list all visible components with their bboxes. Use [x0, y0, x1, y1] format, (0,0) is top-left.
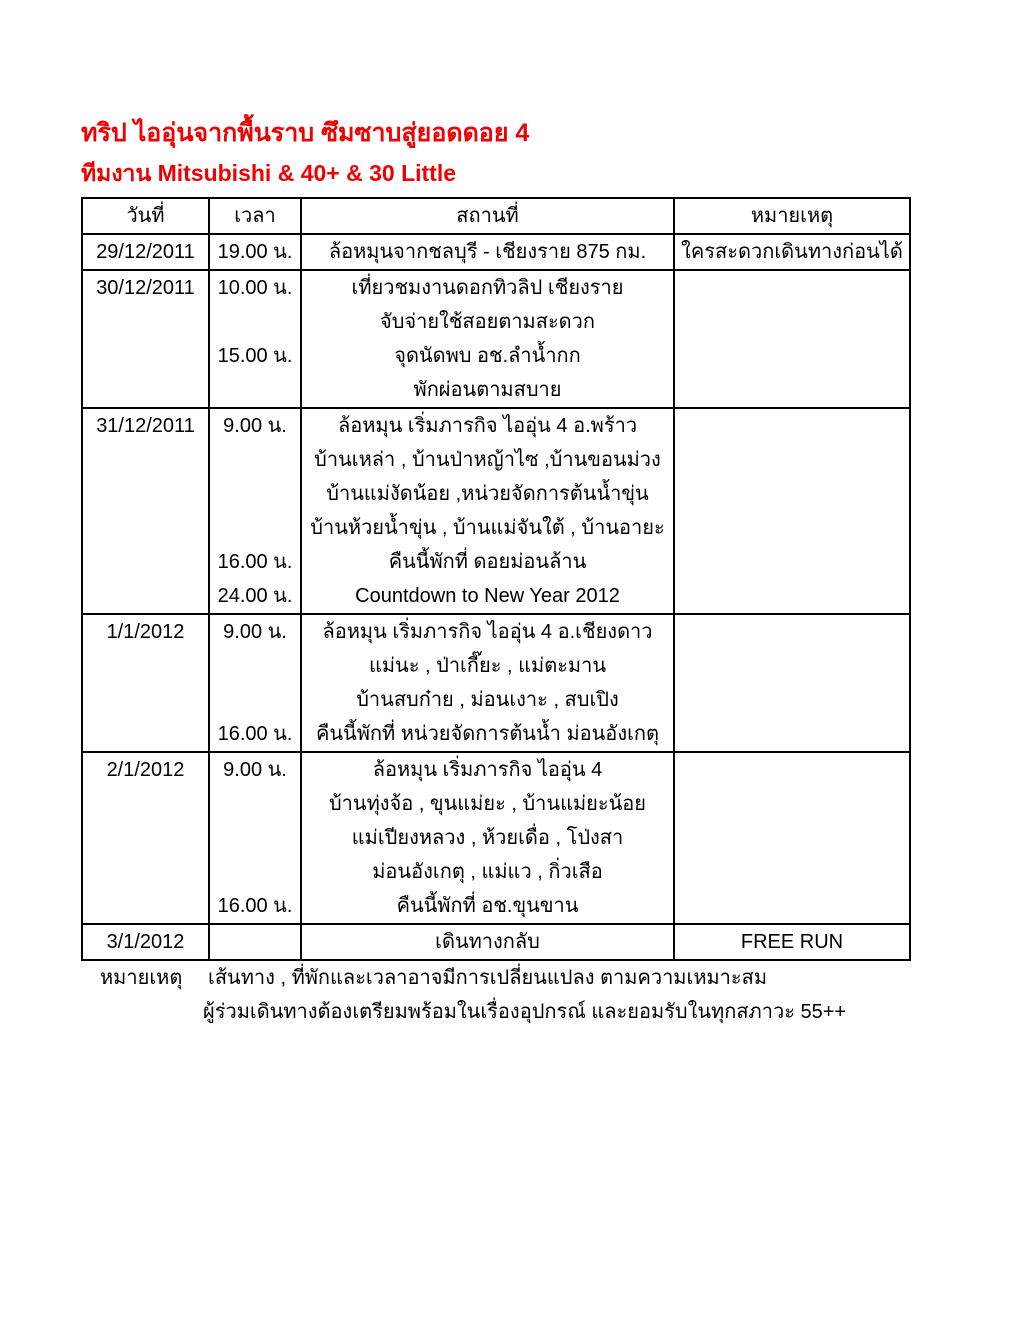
- date-cell: 30/12/2011: [82, 270, 209, 408]
- col-header-place: สถานที่: [301, 198, 674, 234]
- place-line: ล้อหมุน เริ่มภารกิจ ไออุ่น 4 อ.พร้าว: [337, 415, 638, 437]
- time-line: [210, 443, 300, 477]
- note-cell: ใครสะดวกเดินทางก่อนได้: [674, 234, 910, 270]
- time-line: 24.00 น.: [217, 585, 293, 607]
- place-line: คืนนี้พักที่ หน่วยจัดการต้นน้ำ ม่อนอังเกตุ: [315, 723, 660, 745]
- place-cell: [301, 614, 674, 752]
- time-cell: [209, 614, 301, 752]
- footnote-line-1: เส้นทาง , ที่พักและเวลาอาจมีการเปลี่ยนแปลง ตามความเหมาะสม: [208, 967, 768, 989]
- time-line: [210, 683, 300, 717]
- place-line: ม่อนอังเกตุ , แม่แว , กิ่วเสือ: [372, 861, 603, 883]
- doc-subtitle: ทีมงาน Mitsubishi & 40+ & 30 Little: [81, 160, 457, 186]
- note-cell: [674, 752, 910, 924]
- place-line: จับจ่ายใช้สอยตามสะดวก: [379, 311, 596, 333]
- note-cell: FREE RUN: [674, 924, 910, 960]
- time-line: 16.00 น.: [217, 895, 293, 917]
- place-line: บ้านเหล่า , บ้านป่าหญ้าไซ ,บ้านขอนม่วง: [314, 449, 661, 471]
- time-line: 9.00 น.: [223, 415, 287, 437]
- place-line: บ้านแม่งัดน้อย ,หน่วยจัดการต้นน้ำขุ่น: [326, 483, 649, 505]
- place-line: จุดนัดพบ อช.ลำน้ำกก: [394, 345, 581, 367]
- place-line: คืนนี้พักที่ ดอยม่อนล้าน: [388, 551, 587, 573]
- place-cell: [301, 234, 674, 270]
- time-line: 9.00 น.: [223, 759, 287, 781]
- time-line: 15.00 น.: [217, 345, 293, 367]
- place-line: ล้อหมุน เริ่มภารกิจ ไออุ่น 4 อ.เชียงดาว: [322, 621, 653, 643]
- time-line: [210, 821, 300, 855]
- table-row: [82, 614, 910, 752]
- time-line: 10.00 น.: [217, 277, 293, 299]
- place-line: ล้อหมุน เริ่มภารกิจ ไออุ่น 4: [372, 759, 603, 781]
- date-cell: 29/12/2011: [82, 234, 209, 270]
- place-cell: [301, 270, 674, 408]
- time-line: [210, 477, 300, 511]
- time-cell: [209, 270, 301, 408]
- time-cell: [209, 408, 301, 614]
- time-line: 9.00 น.: [223, 621, 287, 643]
- place-line: ล้อหมุนจากชลบุรี - เชียงราย 875 กม.: [328, 241, 647, 263]
- place-line: บ้านสบก๋าย , ม่อนเงาะ , สบเปิง: [356, 689, 619, 711]
- footnote-line-2: ผู้ร่วมเดินทางต้องเตรียมพร้อมในเรื่องอุปกรณ์ และยอมรับในทุกสภาวะ 55++: [203, 1001, 847, 1023]
- itinerary-table: [81, 197, 911, 961]
- time-line: [210, 925, 300, 959]
- place-line: คืนนี้พักที่ อช.ขุนขาน: [396, 895, 579, 917]
- place-line: บ้านทุ่งจ้อ , ขุนแม่ยะ , บ้านแม่ยะน้อย: [328, 793, 647, 815]
- time-line: [210, 373, 300, 407]
- place-line: บ้านห้วยน้ำขุ่น , บ้านแม่จันใต้ , บ้านอายะ: [310, 517, 665, 539]
- table-header-row: [82, 198, 910, 234]
- date-cell: 1/1/2012: [82, 614, 209, 752]
- table-row: [82, 270, 910, 408]
- note-cell: [674, 408, 910, 614]
- table-row: [82, 752, 910, 924]
- time-line: 16.00 น.: [217, 723, 293, 745]
- time-cell: [209, 234, 301, 270]
- time-line: [210, 787, 300, 821]
- date-cell: 3/1/2012: [82, 924, 209, 960]
- place-line: เที่ยวชมงานดอกทิวลิป เชียงราย: [351, 277, 624, 299]
- col-header-note: หมายเหตุ: [674, 198, 910, 234]
- table-row: [82, 408, 910, 614]
- time-cell: [209, 924, 301, 960]
- footnote-label: หมายเหตุ: [100, 967, 183, 989]
- note-cell: [674, 270, 910, 408]
- place-line: แม่เปียงหลวง , ห้วยเดื่อ , โป่งสา: [351, 827, 624, 849]
- time-line: 16.00 น.: [217, 551, 293, 573]
- place-cell: [301, 924, 674, 960]
- place-line: แม่นะ , ป่าเกี๊ยะ , แม่ตะมาน: [368, 655, 607, 677]
- time-line: 19.00 น.: [217, 241, 293, 263]
- col-header-date: วันที่: [82, 198, 209, 234]
- place-cell: [301, 752, 674, 924]
- doc-title: ทริป ไออุ่นจากพื้นราบ ซึมซาบสู่ยอดดอย 4: [81, 119, 530, 147]
- time-line: [210, 511, 300, 545]
- table-row: [82, 924, 910, 960]
- time-line: [210, 305, 300, 339]
- time-line: [210, 649, 300, 683]
- place-line: Countdown to New Year 2012: [355, 585, 620, 607]
- table-row: [82, 234, 910, 270]
- place-line: พักผ่อนตามสบาย: [413, 379, 562, 401]
- place-cell: [301, 408, 674, 614]
- place-line: เดินทางกลับ: [435, 931, 540, 953]
- note-cell: [674, 614, 910, 752]
- time-line: [210, 855, 300, 889]
- date-cell: 31/12/2011: [82, 408, 209, 614]
- date-cell: 2/1/2012: [82, 752, 209, 924]
- col-header-time: เวลา: [209, 198, 301, 234]
- time-cell: [209, 752, 301, 924]
